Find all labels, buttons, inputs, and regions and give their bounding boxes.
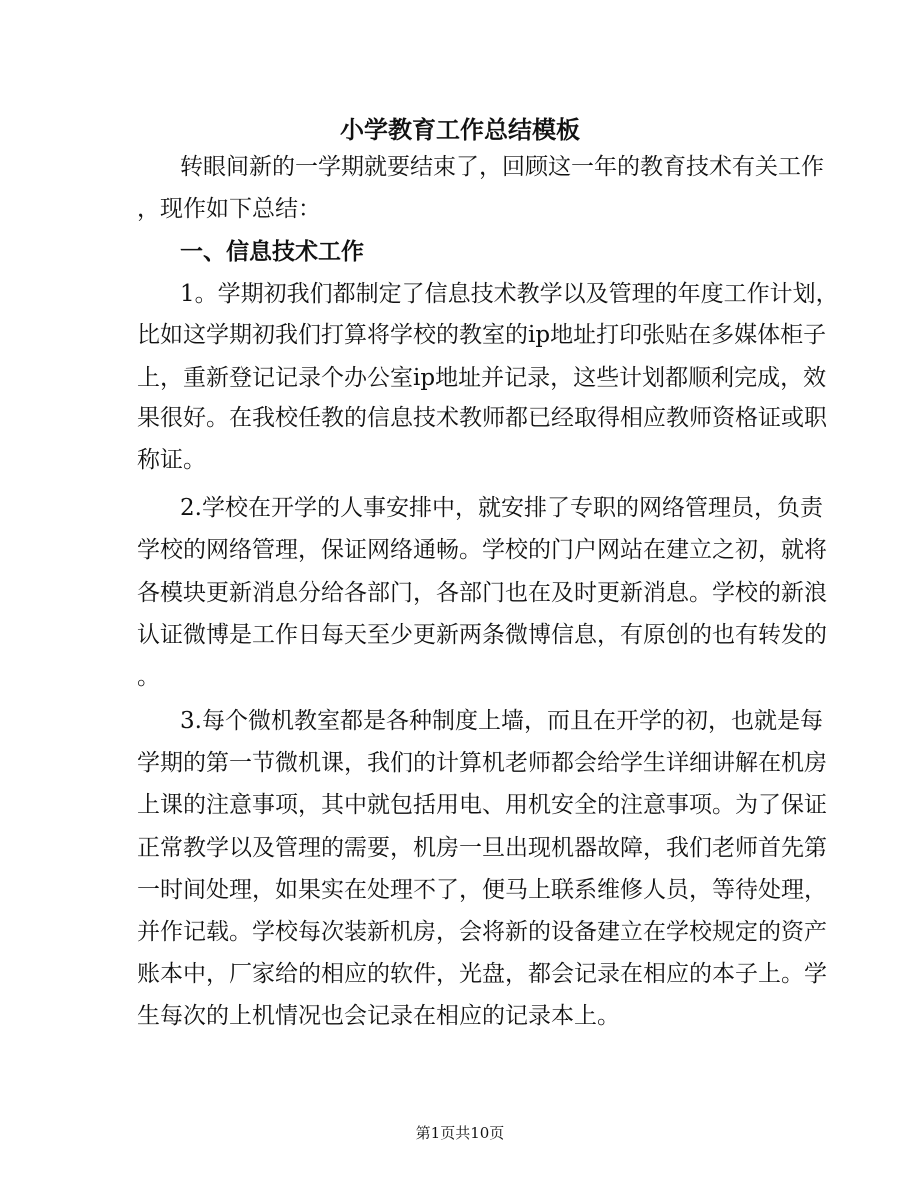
paragraph-line: 并作记载。学校每次装新机房，会将新的设备建立在学校规定的资产 bbox=[137, 919, 827, 945]
paragraph-line: 账本中，厂家给的相应的软件，光盘，都会记录在相应的本子上。学 bbox=[137, 961, 827, 987]
page-number: 第1页共10页 bbox=[415, 1124, 505, 1142]
paragraph-line: 各模块更新消息分给各部门，各部门也在及时更新消息。学校的新浪 bbox=[137, 580, 827, 606]
document-title: 小学教育工作总结模板 bbox=[340, 115, 580, 144]
paragraph-line: 一时间处理，如果实在处理不了，便马上联系维修人员，等待处理， bbox=[137, 877, 827, 903]
paragraph-line: 比如这学期初我们打算将学校的教室的ip地址打印张贴在多媒体柜子 bbox=[137, 322, 827, 348]
paragraph-line: 认证微博是工作日每天至少更新两条微博信息，有原创的也有转发的 bbox=[137, 622, 827, 648]
paragraph-line: 2.学校在开学的人事安排中，就安排了专职的网络管理员，负责 bbox=[180, 495, 823, 521]
paragraph-line: 称证。 bbox=[137, 447, 206, 473]
paragraph-line: 正常教学以及管理的需要，机房一旦出现机器故障，我们老师首先第 bbox=[137, 835, 827, 861]
paragraph-line: 3.每个微机教室都是各种制度上墙，而且在开学的初，也就是每 bbox=[180, 708, 823, 734]
intro-line: ，现作如下总结： bbox=[137, 196, 321, 222]
paragraph-line: 1。学期初我们都制定了信息技术教学以及管理的年度工作计划， bbox=[180, 281, 839, 307]
paragraph-line: 果很好。在我校任教的信息技术教师都已经取得相应教师资格证或职 bbox=[137, 405, 827, 431]
paragraph-line: 。 bbox=[137, 664, 160, 690]
paragraph-line: 学校的网络管理，保证网络通畅。学校的门户网站在建立之初，就将 bbox=[137, 537, 827, 563]
paragraph-line: 上，重新登记记录个办公室ip地址并记录，这些计划都顺利完成，效 bbox=[137, 365, 827, 391]
intro-line: 转眼间新的一学期就要结束了，回顾这一年的教育技术有关工作 bbox=[180, 154, 824, 180]
section-heading: 一、信息技术工作 bbox=[180, 238, 364, 265]
paragraph-line: 学期的第一节微机课，我们的计算机老师都会给学生详细讲解在机房 bbox=[137, 750, 827, 776]
paragraph-line: 生每次的上机情况也会记录在相应的记录本上。 bbox=[137, 1003, 620, 1029]
paragraph-line: 上课的注意事项，其中就包括用电、用机安全的注意事项。为了保证 bbox=[137, 792, 827, 818]
